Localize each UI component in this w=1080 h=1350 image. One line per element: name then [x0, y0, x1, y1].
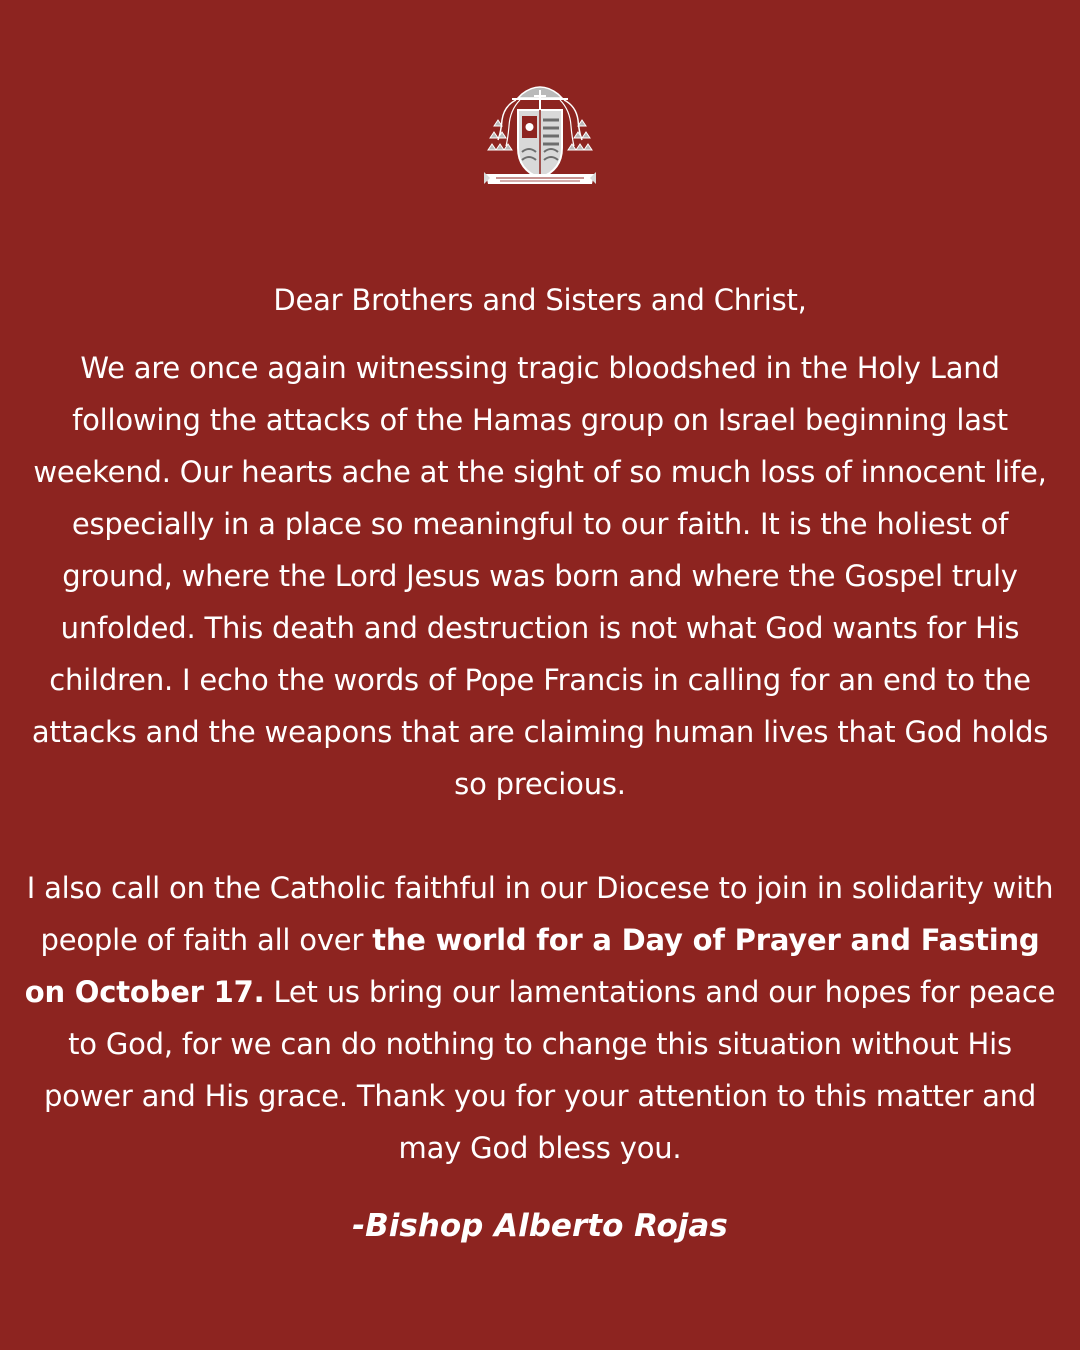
letter-paragraph-2 [20, 862, 1060, 1174]
prayer-day-emphasis: the world for a Day of Prayer and Fasting on October 17. [24, 923, 1040, 1009]
letter-greeting: Dear Brothers and Sisters and Christ, [273, 283, 807, 317]
letter-paragraph-1: We are once again witnessing tragic bloodshed in the Holy Land following the attacks of the Hamas group on Israel beginning last weekend. Our hearts ache at the sight of so much loss of innocent life, especially in a place so meaningful to our faith. It is the holiest of ground, where the Lord Jesus was born and where the Gospel truly unfolded. This death and destruction is not what God wants for His children. I echo the words of Pope Francis in calling for an end to the attacks and the weapons that are claiming human lives that God holds so precious. [31, 351, 1049, 801]
bishop-signature: -Bishop Alberto Rojas [352, 1208, 728, 1244]
paragraph-2-rest: Let us bring our lamentations and our hopes for peace to God, for we can do nothing to change this situation without His power and His grace. Thank you for your attention to this matter and may God bless you. [43, 975, 1056, 1165]
paragraph-2-intro: I also call on the Catholic faithful in our Diocese to join in solidarity with people of faith all over [26, 871, 1054, 957]
coat-of-arms-icon [482, 76, 598, 192]
